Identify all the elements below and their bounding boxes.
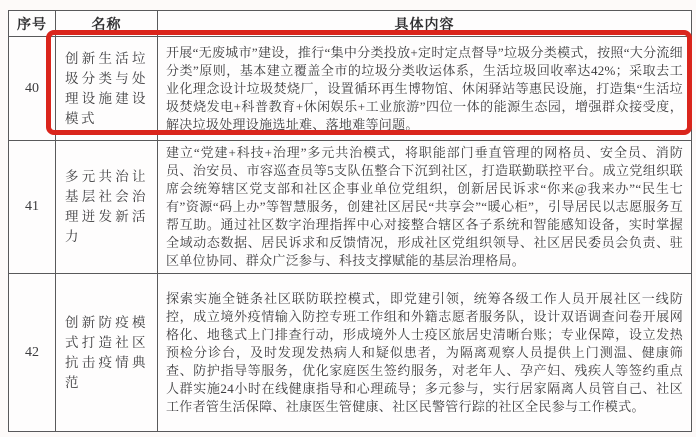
row-index: 40: [25, 80, 39, 96]
row-index: 41: [25, 199, 39, 214]
row-index: 42: [25, 344, 39, 360]
header-content-label: 具体内容: [394, 15, 455, 32]
header-cell-name: [56, 11, 158, 37]
row-name: 创新生活垃圾分类与处理设施建设模式: [65, 50, 148, 126]
row-name: 创新防疫模式打造社区抗击疫情典范: [65, 314, 148, 390]
row-name: 多元共治让基层社会治理迸发新活力: [65, 169, 148, 244]
row-name-cell: [56, 141, 158, 274]
table-row: [9, 274, 692, 432]
row-index-cell: [9, 141, 56, 274]
table-row: [9, 37, 692, 141]
header-name-label: 名称: [91, 15, 122, 32]
row-content-cell: [158, 37, 692, 141]
row-name-cell: [56, 37, 158, 141]
header-cell-index: [9, 11, 56, 37]
row-content: 建立“党建+科技+治理”多元共治模式，将职能部门垂直管理的网格员、安全员、消防员、治安员、市容巡查员等5支队伍整合下沉到社区，打造联勤联控平台。成立党组织联席会统筹辖区党支部和社区企事业单位党组织，创新居民诉求“你来@我来办”“民生七有”资源“码上办”等智慧服务，创建社区居民“共享会”“暖心柜”，引导居民以志愿服务互帮互助。通过社区数字治理指挥中心对接整合辖区各子系统和智能感知设备，实时掌握全域动态数据、居民诉求和反馈情况，形成社区党组织领导、社区居民委员会负责、驻区单位协同、群众广泛参与、科技支撑赋能的基层治理格局。: [166, 145, 683, 268]
measures-table: [8, 10, 692, 432]
row-content-cell: [158, 274, 692, 432]
row-index-cell: [9, 274, 56, 432]
row-content: 探索实施全链条社区联防联控模式，即党建引领，统筹各级工作人员开展社区一线防控，成立境外疫情输入防控专班工作组和外籍志愿者服务队，设计双语调查问卷开展网格化、地毯式上门排查行动，形成境外人士疫区旅居史清晰台账；专业保障，设立发热预检分诊台，及时发现发热病人和疑似患者，为隔离观察人员提供上门测温、健康筛查、防护指导等服务，优化家庭医生签约服务，对老年人、孕产妇、残疾人等签约重点人群实施24小时在线健康指导和心理疏导；多元参与，实行居家隔离人员管自己、社区工作者管生活保障、社康医生管健康、社区民警管行踪的社区全民参与工作模式。: [166, 290, 683, 414]
header-index-label: 序号: [17, 15, 47, 32]
header-cell-content: [158, 11, 692, 37]
row-content: 开展“无废城市”建设，推行“集中分类投放+定时定点督导”垃圾分类模式，按照“大分流细分类”原则，基本建立覆盖全市的垃圾分类收运体系，生活垃圾回收率达42%；采取去工业化理念设计垃圾焚烧厂，设置循环再生博物馆、休闲驿站等惠民设施，打造集“生活垃圾焚烧发电+科普教育+休闲娱乐+工业旅游”四位一体的能源生态园，增强群众接受度，解决垃圾处理设施选址难、落地难等问题。: [166, 44, 683, 132]
table-header-row: [9, 11, 692, 37]
row-index-cell: [9, 37, 56, 141]
row-content-cell: [158, 141, 692, 274]
table-row: [9, 141, 692, 274]
row-name-cell: [56, 274, 158, 432]
